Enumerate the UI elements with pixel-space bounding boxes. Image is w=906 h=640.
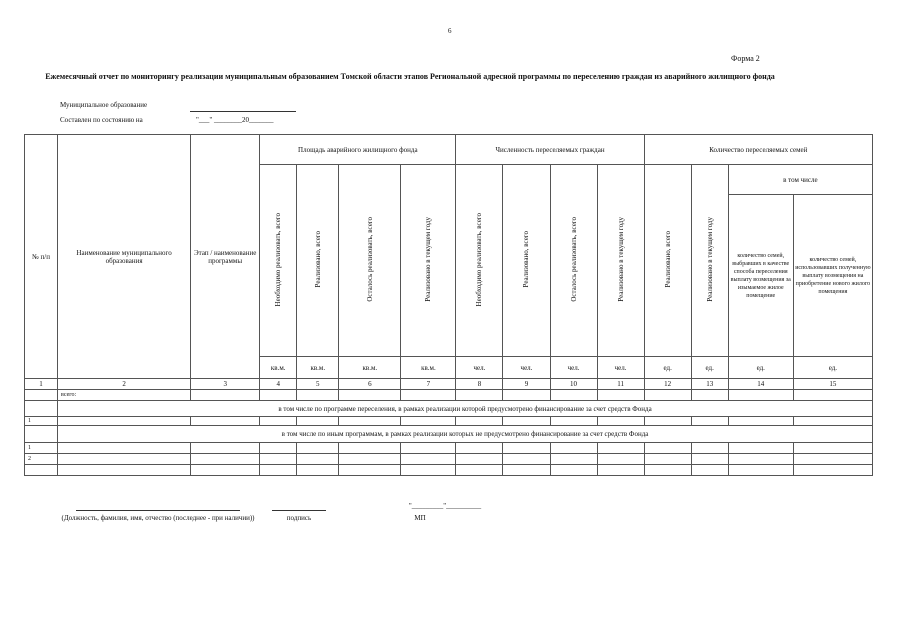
column-number: 3 [191,379,260,390]
unit-cell: чел. [550,357,597,379]
header-area-left: Осталось реализовать, всего [365,217,374,302]
unit-cell: ед. [793,357,872,379]
header-families-cert: количество семей, использовавших полученную выплату возмещения на приобретение нового жилого помещения [793,195,872,357]
header-people-left: Осталось реализовать, всего [569,217,578,302]
column-number: 1 [25,379,58,390]
municipality-label: Муниципальное образование [60,101,148,109]
column-number: 11 [597,379,644,390]
column-number: 8 [456,379,503,390]
unit-cell: чел. [597,357,644,379]
column-number: 7 [401,379,456,390]
header-area-need: Необходимо реализовать, всего [274,212,283,307]
table-row [25,465,873,476]
unit-cell: ед. [728,357,793,379]
header-including: в том числе [728,165,872,195]
column-number: 10 [550,379,597,390]
column-number: 13 [691,379,728,390]
header-stage: Этап / наименование программы [191,135,260,379]
header-area-year: Реализовано в текущем году [424,217,433,302]
header-people-done: Реализовано, всего [522,231,531,288]
column-number: 6 [339,379,401,390]
column-number: 9 [503,379,550,390]
signature-line [272,510,326,511]
table-row [25,443,873,454]
unit-cell: кв.м. [401,357,456,379]
date-placeholder: "_________"__________ [408,502,482,510]
row-number: 2 [25,454,58,465]
column-number: 14 [728,379,793,390]
report-title: Ежемесячный отчет по мониторингу реализации муниципальным образованием Томской области этапов Региональной адресной программы по переселению граждан из аварийного жилищного фонда [45,72,775,81]
municipality-field-line [190,111,296,112]
table-row [25,417,873,426]
unit-cell: кв.м. [260,357,297,379]
table-row [25,454,873,465]
header-area-done: Реализовано, всего [313,231,322,288]
header-people-year: Реализовано в текущем году [616,217,625,302]
page-number: 6 [448,27,452,35]
column-number: 15 [793,379,872,390]
header-families-group: Количество переселяемых семей [644,135,872,165]
position-signature-line [76,510,240,511]
header-municipality: Наименование муниципального образования [58,135,191,379]
other-section-label: в том числе по иным программам, в рамках реализации которых не предусмотрено финансирование за счет средств Фонда [58,426,873,443]
fund-section-row [25,401,873,417]
column-number: 12 [644,379,691,390]
column-number-row [25,379,873,390]
column-number: 5 [297,379,339,390]
unit-cell: кв.м. [339,357,401,379]
fund-section-label: в том числе по программе переселения, в рамках реализации которой предусмотрено финансирование за счет средств Фонда [58,401,873,417]
signature-caption: подпись [286,514,312,522]
header-families-done: Реализовано, всего [663,231,672,288]
header-people-group: Численность переселяемых граждан [456,135,644,165]
compiled-date-label: Составлен по состоянию на [60,116,143,124]
form-label: Форма 2 [731,54,760,63]
report-table [24,134,873,476]
unit-cell: чел. [456,357,503,379]
column-number: 4 [260,379,297,390]
row-number: 1 [25,417,58,426]
unit-cell: кв.м. [297,357,339,379]
unit-cell: ед. [644,357,691,379]
position-caption: (Должность, фамилия, имя, отчество (последнее - при наличии)) [61,514,255,522]
column-number: 2 [58,379,191,390]
header-num: № п/п [25,135,58,379]
total-label: всего: [58,390,191,401]
other-section-row [25,426,873,443]
unit-cell: ед. [691,357,728,379]
total-row [25,390,873,401]
header-area-group: Площадь аварийного жилищного фонда [260,135,456,165]
header-families-choice: количество семей, выбравших в качестве способа переселения выплату возмещения за изымаемое жилое помещение [728,195,793,357]
header-families-year: Реализовано в текущем году [705,217,714,302]
stamp-caption: МП [414,514,426,522]
row-number: 1 [25,443,58,454]
header-people-need: Необходимо реализовать, всего [475,212,484,307]
compiled-date-field: "___" ________20_______ [196,116,274,124]
unit-cell: чел. [503,357,550,379]
